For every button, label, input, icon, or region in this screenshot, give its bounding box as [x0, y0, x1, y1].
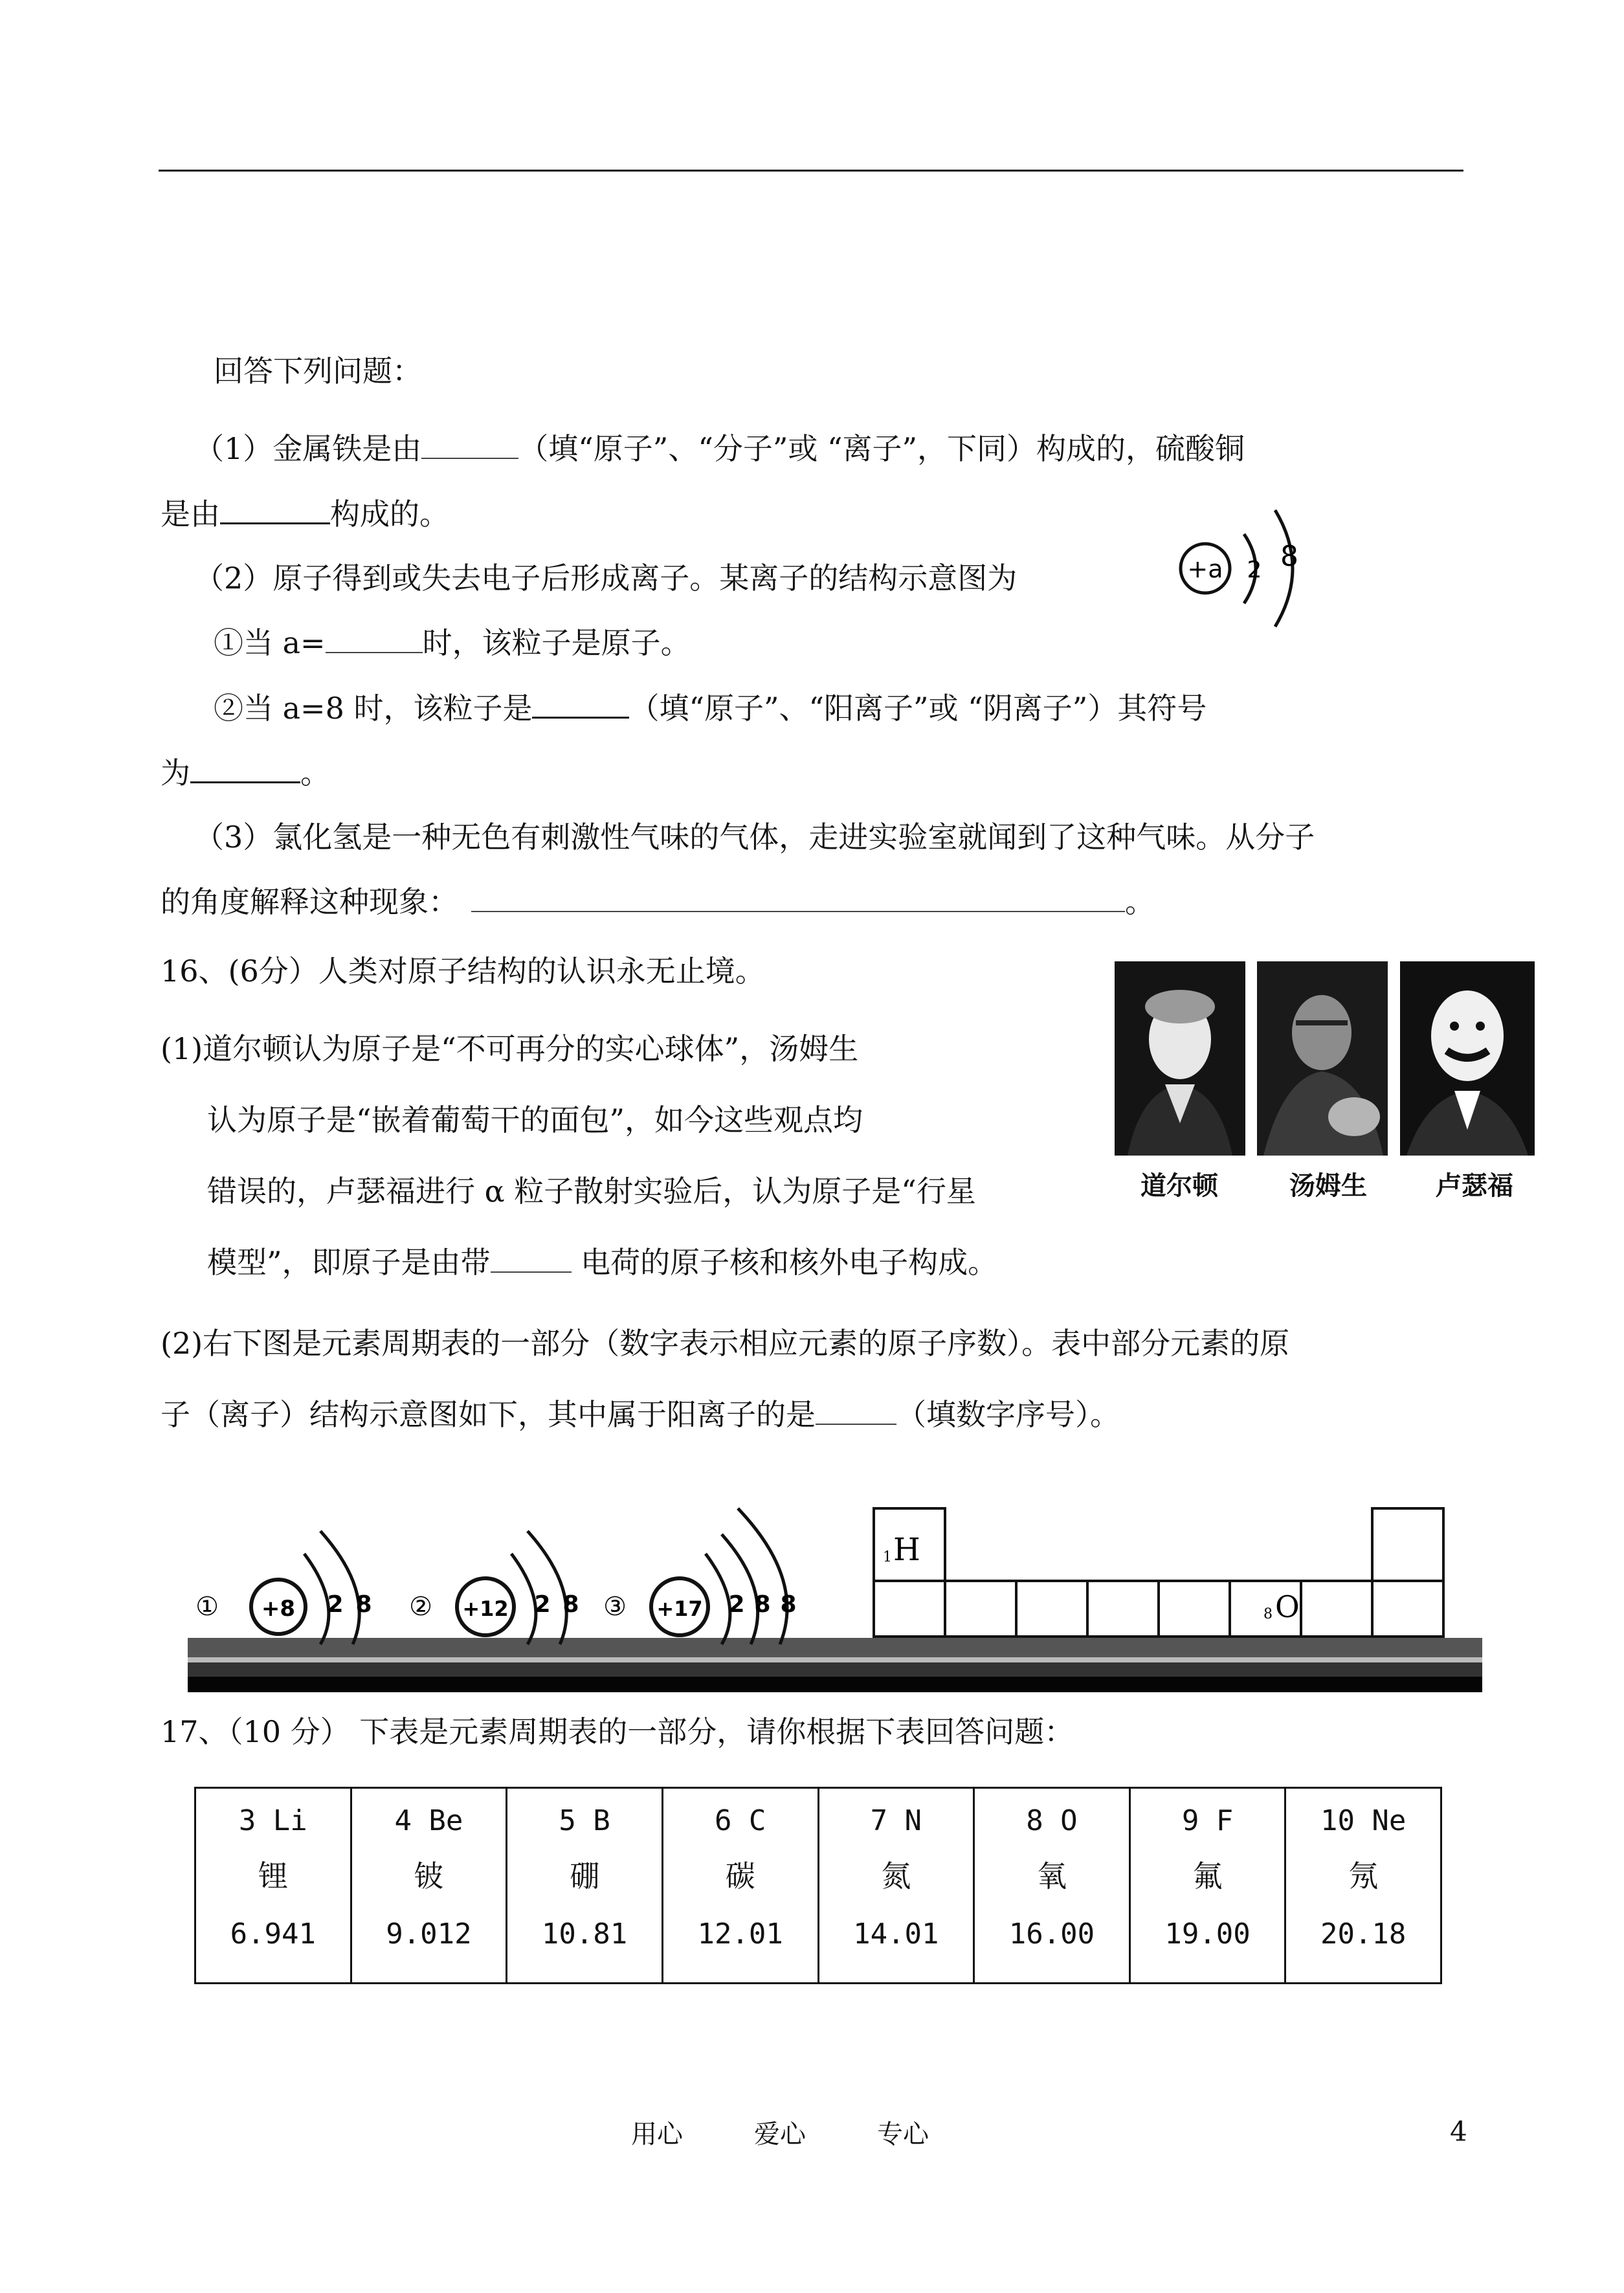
element-n-mass: 14.01 [853, 1918, 939, 1951]
header-rule [159, 170, 1463, 172]
ptable-row2-cell-8 [1372, 1581, 1443, 1637]
ptable-row2-cell-1 [874, 1581, 945, 1637]
page-number: 4 [1450, 2116, 1467, 2147]
q15-part3-text-c: 。 [1125, 884, 1155, 919]
diagram-3-label: ③ [603, 1592, 627, 1622]
element-table-row [195, 1788, 1441, 1984]
diagram-2-shell-2-count: 8 [562, 1591, 579, 1618]
element-f-symbol: 9 F [1181, 1804, 1234, 1837]
element-n-name: 氮 [881, 1859, 911, 1894]
thomson-portrait-image [1257, 961, 1388, 1156]
periodic-table-fragment [874, 1508, 1443, 1637]
q16-line6 [161, 1395, 1120, 1434]
ptable-row2-cell-5 [1159, 1581, 1230, 1637]
element-ne-symbol: 10 Ne [1320, 1804, 1407, 1837]
q15-part2-2-text-d: 。 [300, 755, 330, 790]
diagram-2-shell-1 [511, 1554, 536, 1644]
q15-part2-1-text-b: 时，该粒子是原子。 [422, 625, 691, 660]
q15-part2-1 [214, 623, 691, 662]
element-cell-c [662, 1788, 818, 1984]
element-cell-f [1129, 1788, 1285, 1984]
q15-blank-a-value[interactable] [326, 623, 423, 653]
rutherford-portrait [1400, 961, 1535, 1156]
element-li-symbol: 3 Li [238, 1804, 307, 1837]
atom-diagrams-figure [188, 1482, 1482, 1703]
q15-part1-text-a: （1）金属铁是由 [194, 431, 422, 466]
page-footer [631, 2114, 929, 2151]
element-be-mass: 9.012 [386, 1918, 472, 1951]
q16-line2: 认为原子是“嵌着葡萄干的面包”，如今这些观点均 [207, 1102, 863, 1137]
ptable-h-number: 1 [883, 1549, 892, 1565]
diagram-1-shell-1-count: 2 [327, 1591, 344, 1618]
q16-line6-text-a: 子（离子）结构示意图如下，其中属于阳离子的是 [161, 1397, 816, 1432]
ptable-cell-he [1372, 1508, 1443, 1581]
thomson-portrait [1257, 961, 1388, 1156]
element-o-symbol: 8 O [1026, 1804, 1078, 1837]
ptable-o-symbol: O [1275, 1589, 1300, 1624]
element-ne-name: 氖 [1348, 1859, 1379, 1894]
caption-dalton: 道尔顿 [1140, 1171, 1218, 1201]
q16-line3: 错误的，卢瑟福进行 α 粒子散射实验后，认为原子是“行星 [207, 1174, 976, 1209]
ptable-row2-cell-7 [1301, 1581, 1372, 1637]
q17-title: 17、（10 分） 下表是元素周期表的一部分，请你根据下表回答问题： [161, 1714, 1074, 1749]
element-c-mass: 12.01 [697, 1918, 783, 1951]
element-be-name: 铍 [414, 1859, 444, 1894]
q15-part1-line2 [161, 494, 449, 533]
diagram-3-shell-1 [706, 1554, 730, 1644]
q15-part2-2-text-b: （填“原子”、“阳离子”或 “阴离子”）其符号 [629, 691, 1207, 726]
element-c-name: 碳 [725, 1859, 755, 1894]
footer-text-1: 用心 [631, 2120, 683, 2149]
element-cell-b [507, 1788, 663, 1984]
footer-text-3: 专心 [877, 2120, 929, 2149]
q16-line6-text-b: （填数字序号）。 [896, 1397, 1120, 1432]
figure-band-mid [188, 1657, 1482, 1662]
q15-intro: 回答下列问题： [214, 353, 422, 388]
element-b-mass: 10.81 [541, 1918, 628, 1951]
q15-part2-text: （2）原子得到或失去电子后形成离子。某离子的结构示意图为 [194, 561, 1018, 596]
element-cell-ne [1285, 1788, 1441, 1984]
diagram-3-shell-1-count: 2 [728, 1591, 745, 1618]
figure-band-base [188, 1677, 1482, 1692]
element-table [194, 1787, 1442, 1984]
element-f-mass: 19.00 [1164, 1918, 1251, 1951]
q15-part2-2-text-a: ②当 a=8 时，该粒子是 [214, 691, 533, 726]
q16-blank-charge[interactable] [491, 1243, 572, 1273]
diagram-3-shell-3 [738, 1508, 787, 1644]
diagram-1-nucleus-charge: +8 [261, 1596, 296, 1622]
q16-line4-text-a: 模型”，即原子是由带 [207, 1245, 491, 1280]
ion-structure-diagram [1172, 498, 1320, 628]
q16-line5: (2)右下图是元素周期表的一部分（数字表示相应元素的原子序数）。表中部分元素的原 [161, 1326, 1290, 1361]
ptable-row2-cell-3 [1016, 1581, 1087, 1637]
element-li-mass: 6.941 [230, 1918, 317, 1951]
element-li-name: 锂 [258, 1859, 288, 1894]
diagram-3-shell-3-count: 8 [780, 1591, 797, 1618]
ion-nucleus-label: +a [1187, 555, 1223, 583]
ptable-row2-cell-2 [945, 1581, 1016, 1637]
q15-part2-1-text-a: ①当 a= [214, 625, 326, 660]
q15-part1-text-d: 构成的。 [330, 497, 449, 531]
q15-part2-2-text-c: 为 [161, 755, 190, 790]
q15-part2-2-line2 [161, 753, 330, 792]
ion-shell-2-count: 8 [1280, 540, 1298, 573]
diagram-1-shell-1 [304, 1554, 329, 1644]
q16-title: 16、(6分）人类对原子结构的认识永无止境。 [161, 954, 765, 989]
ptable-h-symbol: H [893, 1532, 920, 1568]
q15-blank-iron[interactable] [421, 429, 518, 459]
element-c-symbol: 6 C [714, 1804, 766, 1837]
element-cell-n [818, 1788, 974, 1984]
ion-shell-1-count: 2 [1247, 557, 1262, 583]
rutherford-portrait-image [1400, 961, 1535, 1156]
element-cell-li [195, 1788, 351, 1984]
q15-blank-particle[interactable] [532, 688, 629, 719]
element-ne-mass: 20.18 [1320, 1918, 1407, 1951]
element-n-symbol: 7 N [870, 1804, 922, 1837]
figure-band-upper [188, 1638, 1482, 1657]
q15-part3-line1: （3）氯化氢是一种无色有刺激性气味的气体，走进实验室就闻到了这种气味。从分子 [194, 820, 1315, 855]
q15-part1-text-c: 是由 [161, 497, 220, 531]
diagram-2-label: ② [409, 1592, 432, 1622]
q15-blank-symbol[interactable] [190, 753, 300, 783]
diagram-2-shell-1-count: 2 [534, 1591, 551, 1618]
diagram-1-shell-2-count: 8 [355, 1591, 372, 1618]
q16-line1: (1)道尔顿认为原子是“不可再分的实心球体”，汤姆生 [161, 1031, 859, 1066]
dalton-portrait-image [1115, 961, 1245, 1156]
diagram-3-nucleus-charge: +17 [656, 1596, 703, 1621]
figure-band-lower [188, 1662, 1482, 1677]
ptable-o-number: 8 [1263, 1606, 1273, 1622]
ptable-row2-cell-4 [1087, 1581, 1159, 1637]
element-f-name: 氟 [1192, 1859, 1223, 1894]
q15-part1-text-b: （填“原子”、“分子”或 “离子”，下同）构成的，硫酸铜 [518, 431, 1245, 466]
q16-blank-cation[interactable] [816, 1395, 896, 1425]
caption-rutherford: 卢瑟福 [1436, 1171, 1513, 1201]
diagram-2-nucleus-charge: +12 [462, 1596, 509, 1621]
q15-part1-line1 [194, 429, 1245, 468]
q15-blank-explanation[interactable] [471, 882, 1125, 912]
element-o-name: 氧 [1036, 1859, 1067, 1894]
element-cell-o [974, 1788, 1130, 1984]
caption-thomson: 汤姆生 [1289, 1171, 1367, 1201]
footer-text-2: 爱心 [754, 2120, 806, 2149]
dalton-portrait [1115, 961, 1245, 1156]
q15-part3-line2 [161, 882, 1155, 921]
diagram-1-label: ① [195, 1592, 219, 1622]
element-b-name: 硼 [570, 1859, 600, 1894]
q16-line4-text-b: 电荷的原子核和核外电子构成。 [571, 1245, 998, 1280]
element-o-mass: 16.00 [1008, 1918, 1095, 1951]
q15-part3-text-b: 的角度解释这种现象： [161, 884, 458, 919]
q15-part2-2-line1 [214, 688, 1207, 728]
element-b-symbol: 5 B [559, 1804, 610, 1837]
element-be-symbol: 4 Be [394, 1804, 463, 1837]
q16-line4 [207, 1243, 997, 1282]
q15-blank-cuso4[interactable] [220, 494, 330, 524]
element-cell-be [351, 1788, 507, 1984]
diagram-3-shell-2-count: 8 [754, 1591, 771, 1618]
